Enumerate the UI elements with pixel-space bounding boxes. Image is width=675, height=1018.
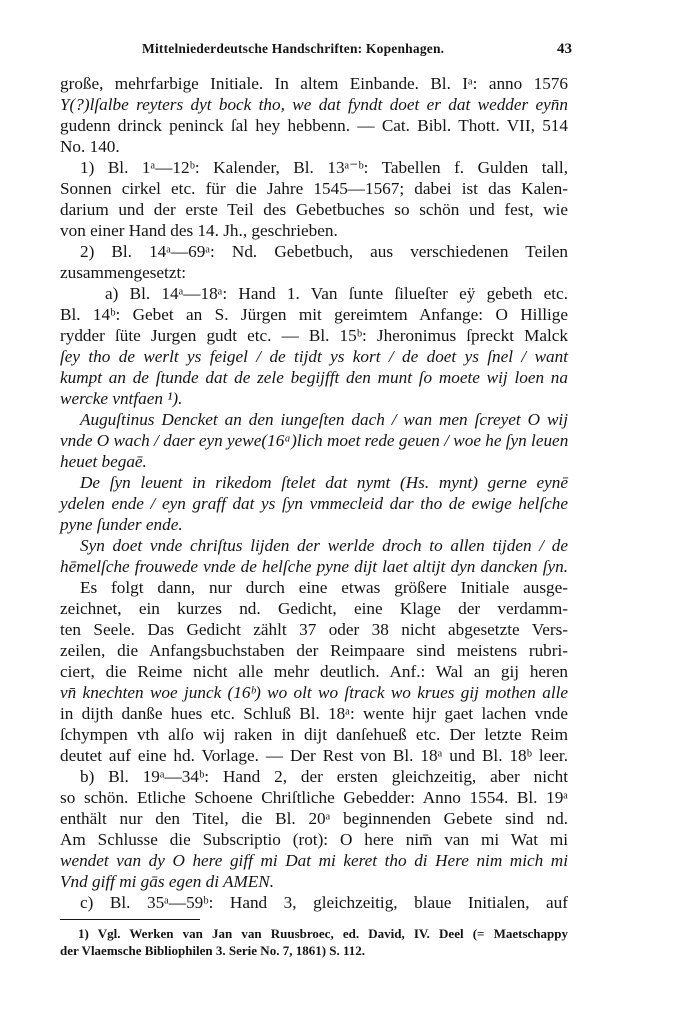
footnote-line: 1) Vgl. Werken van Jan van Ruusbroec, ed. David, IV. Deel (= Maetschappy — [78, 926, 568, 941]
footnote-rule — [60, 919, 200, 920]
header — [60, 38, 572, 60]
page — [60, 38, 572, 959]
text-line: Vnd giff mi gās egen di AMEN. — [60, 872, 275, 891]
text-line: vnde O wach / daer eyn yewe(16ᵃ)lich moet rede geuen / woe he ſyn leuen — [60, 431, 569, 450]
text-line: pyne ſunder ende. — [60, 515, 183, 534]
text-line: kumpt an de ſtunde dat de zele begijfft den munt ſo moete wij loen na — [60, 368, 568, 387]
text-line: von einer Hand des 14. Jh., geschrieben. — [60, 221, 338, 240]
text-line: gudenn drinck peninck ſal hey hebbenn. — Cat. Bibl. Thott. VII, 514 — [60, 116, 568, 135]
text-line: zeichnet, ein kurzes nd. Gedicht, eine Klage der verdamm- — [60, 599, 568, 618]
body-text — [60, 73, 568, 913]
text-line: ſchympen vth alſo wij raken in dijt danſehueß etc. Der letzte Reim — [60, 725, 568, 744]
text-line: heuet begaē. — [60, 452, 147, 471]
text-line: a) Bl. 14ᵃ—18ᵃ: Hand 1. Van ſunte ſilueſter eӱ gebeth etc. — [105, 284, 568, 303]
text-line: ten Seele. Das Gedicht zählt 37 oder 38 nicht abgesetzte Vers- — [60, 620, 568, 639]
text-line: wendet van dy O here giff mi Dat mi keret tho di Here nim mich mi — [60, 851, 568, 870]
text-line: zeilen, die Anfangsbuchstaben der Reimpaare sind meistens rubri- — [60, 641, 568, 660]
text-line: große, mehrfarbige Initiale. In altem Einbande. Bl. Iᵃ: anno 1576 — [60, 74, 568, 93]
text-line: ſey tho de werlt ys feigel / de tijdt ys kort / de doet ys ſnel / want — [60, 347, 568, 366]
text-line: c) Bl. 35ᵃ—59ᵇ: Hand 3, gleichzeitig, blaue Initialen, auf — [80, 893, 568, 912]
text-line: b) Bl. 19ᵃ—34ᵇ: Hand 2, der ersten gleichzeitig, aber nicht — [80, 767, 568, 786]
text-line: Bl. 14ᵇ: Gebet an S. Jürgen mit gereimtem Anfange: O Hillige — [60, 305, 568, 324]
text-line: Es folgt dann, nur durch eine etwas größere Initiale ausge- — [80, 578, 568, 597]
page-number: 43 — [557, 41, 572, 57]
footnote — [60, 925, 568, 959]
text-line: 2) Bl. 14ᵃ—69ᵃ: Nd. Gebetbuch, aus verschiedenen Teilen — [80, 242, 568, 261]
text-line: De ſyn leuent in rikedom ſtelet dat nymt (Hs. mynt) gerne eynē — [80, 473, 568, 492]
text-line: so schön. Etliche Schoene Chriſtliche Gebedder: Anno 1554. Bl. 19ᵃ — [60, 788, 568, 807]
running-head: Mittelniederdeutsche Handschriften: Kopenhagen. — [142, 41, 445, 56]
footnote-line: der Vlaemsche Bibliophilen 3. Serie No. 7, 1861) S. 112. — [60, 943, 366, 958]
text-line: in dijth danße hues etc. Schluß Bl. 18ᵃ: wente hijr gaet lachen vnde — [60, 704, 568, 723]
text-line: deutet auf eine hd. Vorlage. — Der Rest von Bl. 18ᵃ und Bl. 18ᵇ leer. — [60, 746, 568, 765]
text-line: zusammengesetzt: — [60, 263, 186, 282]
text-line: Sonnen cirkel etc. für die Jahre 1545—1567; dabei ist das Kalen- — [60, 179, 568, 198]
text-line: hēmelſche frouwede vnde de helſche pyne dijt laet altijt dyn dancken ſyn. — [60, 557, 568, 576]
text-line: ciert, die Reime nicht alle mehr deutlich. Anf.: Wal an gij heren — [60, 662, 568, 681]
text-line: darium und der erste Teil des Gebetbuches so schön und fest, wie — [60, 200, 568, 219]
text-line: 1) Bl. 1ᵃ—12ᵇ: Kalender, Bl. 13ᵃ⁻ᵇ: Tabellen f. Gulden tall, — [80, 158, 568, 177]
text-line: Am Schlusse die Subscriptio (rot): O here nim̄ van mi Wat mi — [60, 830, 568, 849]
text-line: Syn doet vnde chriſtus lijden der werlde droch to allen tijden / de — [80, 536, 568, 555]
text-line: enthält nur den Titel, die Bl. 20ᵃ beginnenden Gebete sind nd. — [60, 809, 568, 828]
text-line: Auguſtinus Dencket an den iungeſten dach / wan men ſcreyet O wij — [80, 410, 568, 429]
text-line: No. 140. — [60, 137, 120, 156]
text-line: ydelen ende / eyn graff dat ys ſyn vmmecleid dar tho de ewige helſche — [60, 494, 568, 513]
text-line: rydder ſüte Jurgen gudt etc. — Bl. 15ᵇ: Jheronimus ſpreckt Malck — [60, 326, 568, 345]
text-line: Y(?)lſalbe reyters dyt bock tho, we dat fyndt doet er dat wedder eyn̄n — [60, 95, 568, 114]
text-line: vn̄ knechten woe junck (16ᵇ) wo olt wo ſtrack wo krues gij mothen alle — [60, 683, 568, 702]
text-line: wercke vntfaen ¹). — [60, 389, 183, 408]
